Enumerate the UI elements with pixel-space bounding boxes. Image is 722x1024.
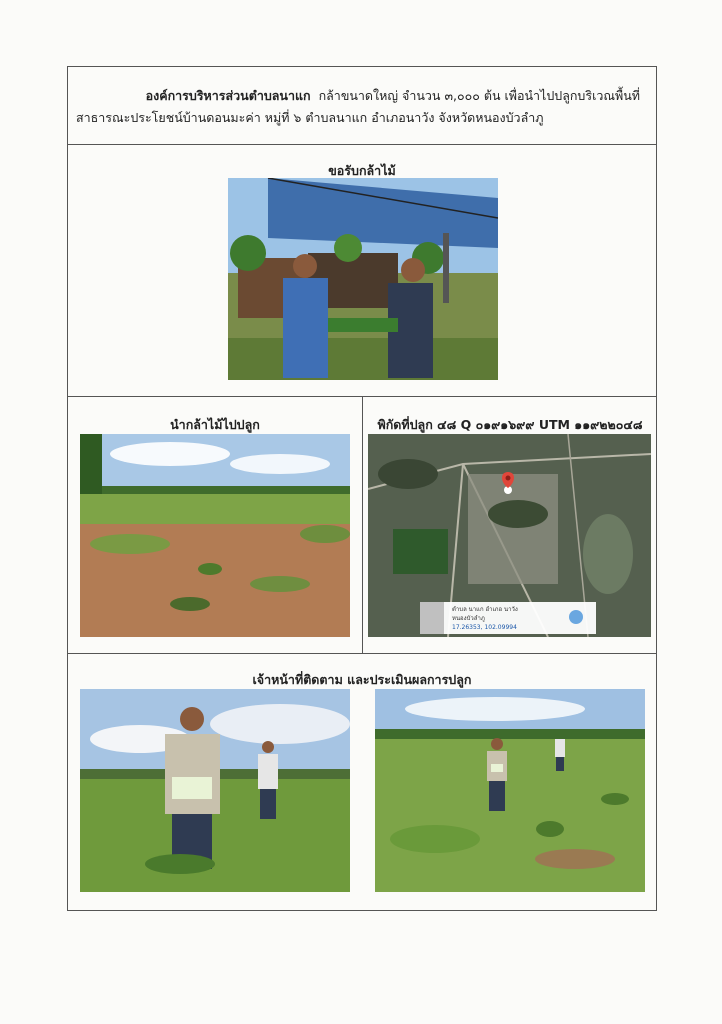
followup-row	[68, 654, 656, 910]
planting-caption: นำกล้าไม้ไปปลูก	[170, 417, 260, 432]
header-text	[76, 85, 646, 129]
receive-photo	[228, 178, 498, 380]
map-overlay-line1: ตำบล นาแก อำเภอ นาวัง	[452, 606, 518, 613]
column-divider	[362, 397, 363, 653]
followup-photo-right	[375, 689, 645, 892]
map-overlay-line2: หนองบัวลำภู	[452, 615, 485, 622]
header-line2: สาธารณะประโยชน์บ้านดอนมะค่า หมู่ที่ ๖ ตำบลนาแก อำเภอนาวัง จังหวัดหนองบัวลำภู	[76, 110, 544, 125]
receive-row	[68, 145, 656, 397]
receive-caption: ขอรับกล้าไม้	[328, 163, 396, 178]
followup-caption: เจ้าหน้าที่ติดตาม และประเมินผลการปลูก	[252, 672, 472, 687]
organization-name: องค์การบริหารส่วนตำบลนาแก	[145, 88, 311, 103]
planting-photo	[80, 434, 350, 637]
satellite-map	[368, 434, 651, 637]
header-row	[68, 67, 656, 145]
document-table	[67, 66, 657, 911]
header-line1: กล้าขนาดใหญ่ จำนวน ๓,๐๐๐ ต้น เพื่อนำไปปลูกบริเวณพื้นที่	[318, 88, 640, 103]
followup-photo-left	[80, 689, 350, 892]
planting-row	[68, 397, 656, 654]
map-overlay-coords: 17.26353, 102.09994	[452, 624, 517, 631]
coords-caption: พิกัดที่ปลูก ๔๘ Q ๐๑๙๑๖๙๙ UTM ๑๑๙๒๒๐๔๘	[377, 417, 643, 432]
